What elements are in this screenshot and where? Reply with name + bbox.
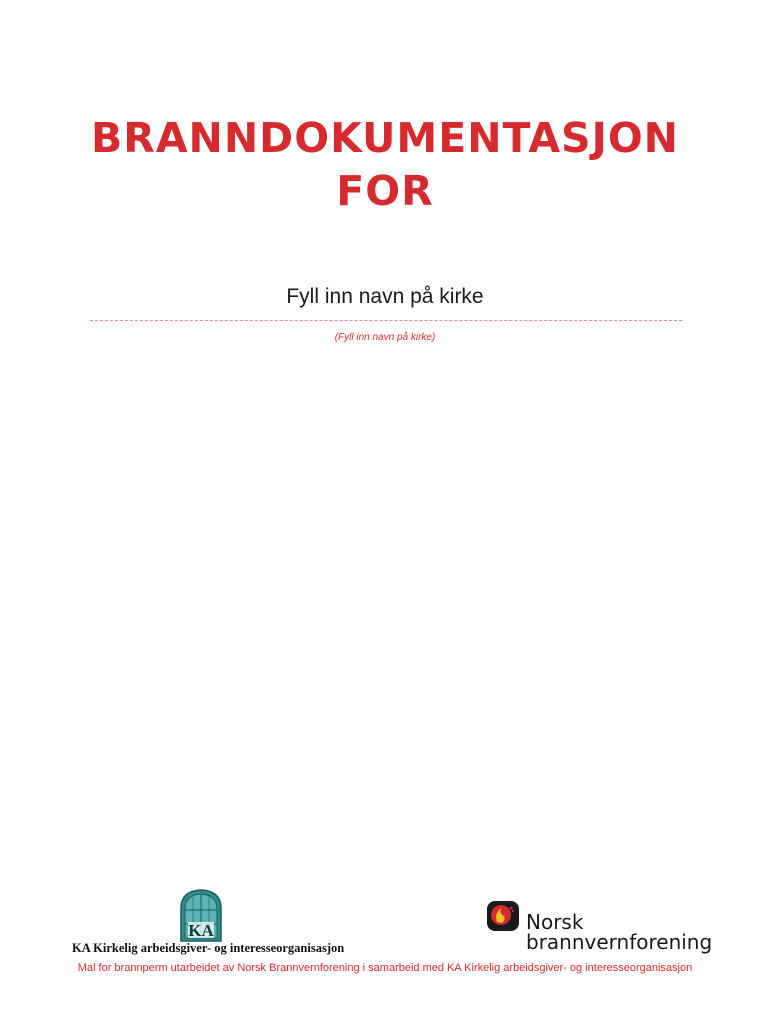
title-line-2: FOR [336,167,434,215]
nbf-name-line-2: brannvernforening [526,930,713,954]
ka-monogram: KA [188,921,214,940]
nbf-logo [486,900,520,932]
ka-logo [178,888,224,942]
footer-note: Mal for brannperm utarbeidet av Norsk Brannvernforening i samarbeid med KA Kirkelig arbeidsgiver- og interesseorganisasjon [77,962,693,974]
ka-church-window-icon [178,888,224,942]
title-line-1: BRANNDOKUMENTASJON [91,114,679,162]
nbf-name [526,912,712,952]
flame-icon [486,900,520,932]
church-name-hint: (Fyll inn navn på kirke) [334,332,436,343]
nbf-name-line-1: Norsk [526,910,584,934]
church-name-underline [90,320,682,321]
church-name-field[interactable]: Fyll inn navn på kirke [286,285,484,308]
document-title [0,112,770,218]
ka-caption: KA Kirkelig arbeidsgiver- og interesseorganisasjon [72,941,345,955]
